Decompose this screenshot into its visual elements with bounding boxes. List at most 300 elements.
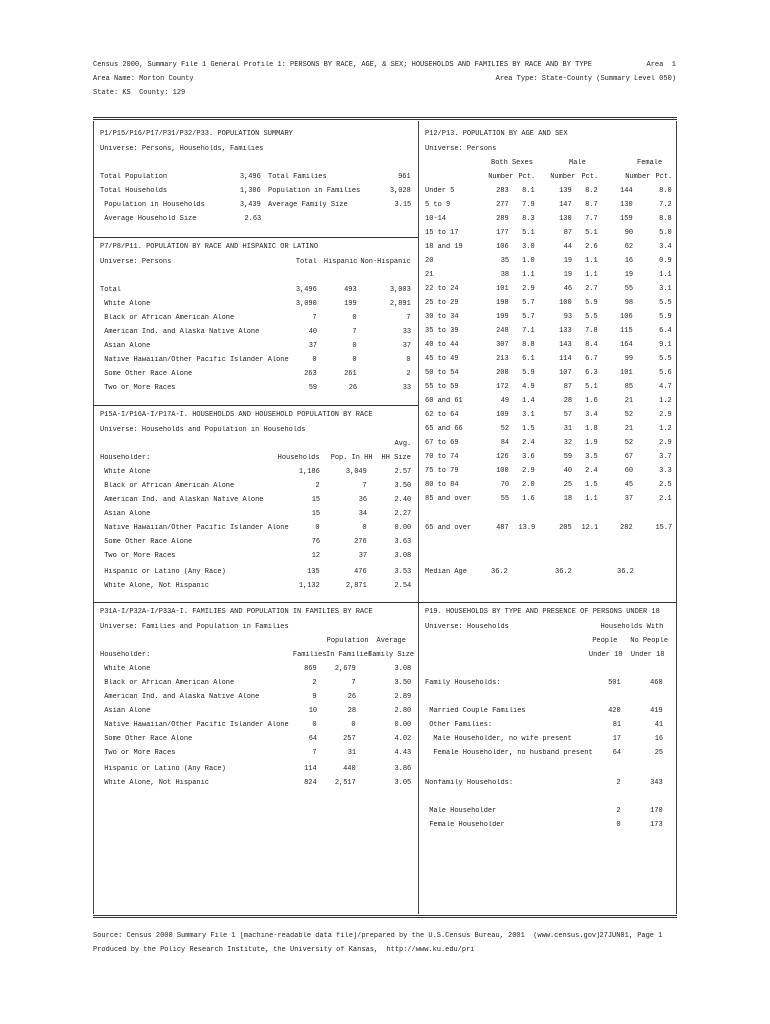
table-cell: 114	[304, 765, 317, 773]
table-cell: 6.7	[585, 355, 598, 363]
table-cell: 147	[559, 201, 572, 209]
table-row-label: 18 and 19	[425, 243, 463, 251]
column-header-non-hispanic: Non-Hispanic	[360, 258, 411, 266]
summary-label: Total Population	[100, 173, 168, 181]
section-title: P19. HOUSEHOLDS BY TYPE AND PRESENCE OF PERSONS UNDER 18	[425, 608, 660, 616]
table-cell: 199	[344, 300, 357, 308]
table-cell: 2.7	[585, 285, 598, 293]
table-row-label: White Alone	[100, 300, 151, 308]
table-row-label: Native Hawaiian/Other Pacific Islander Alone	[100, 356, 289, 364]
table-cell: 2,679	[335, 665, 356, 673]
table-row-label: 21	[425, 271, 434, 279]
table-cell: 3,090	[296, 300, 317, 308]
table-cell: 31	[347, 749, 356, 757]
table-cell: 21	[624, 425, 633, 433]
table-cell: 460	[650, 679, 663, 687]
table-cell: 64	[308, 735, 317, 743]
median-age-male: 36.2	[555, 568, 572, 576]
table-cell: 7.9	[522, 201, 535, 209]
table-cell: 8.1	[522, 187, 535, 195]
table-row-label: Male Householder, no wife present	[425, 735, 572, 743]
table-cell: 90	[624, 229, 633, 237]
table-cell: 1.0	[522, 257, 535, 265]
table-cell: 0	[351, 721, 356, 729]
table-cell: 2.80	[394, 707, 411, 715]
table-cell: 5.5	[585, 313, 598, 321]
table-cell: 139	[559, 187, 572, 195]
column-header-population: Population	[327, 637, 369, 645]
table-cell: 277	[496, 201, 509, 209]
table-row-label: American Ind. and Alaskan Native Alone	[100, 496, 264, 504]
table-row-label: Family Households:	[425, 679, 501, 687]
table-cell: 25	[563, 481, 572, 489]
table-cell: 45	[624, 481, 633, 489]
section-title: P31A-I/P32A-I/P33A-I. FAMILIES AND POPULATION IN FAMILIES BY RACE	[100, 608, 373, 616]
table-cell: 5.6	[659, 369, 672, 377]
table-row-label: Black or African American Alone	[100, 314, 235, 322]
table-row-label: Some Other Race Alone	[100, 538, 193, 546]
table-row-label: 50 to 54	[425, 369, 459, 377]
column-header-pop-in-hh: Pop. In HH	[331, 454, 373, 462]
table-cell: 3.3	[659, 467, 672, 475]
table-cell: 62	[624, 243, 633, 251]
table-cell: 81	[612, 721, 621, 729]
summary-label: Average Household Size	[100, 215, 197, 223]
column-header-people: People	[591, 637, 617, 645]
table-cell: 4.7	[659, 383, 672, 391]
table-cell: 0.00	[394, 721, 411, 729]
table-cell: 501	[608, 679, 621, 687]
table-cell: 99	[624, 355, 633, 363]
table-cell: 7.1	[522, 327, 535, 335]
table-cell: 3.08	[394, 665, 411, 673]
table-cell: 2,517	[335, 779, 356, 787]
table-cell: 1.4	[522, 397, 535, 405]
column-header-hispanic: Hispanic	[323, 258, 357, 266]
table-cell: 49	[500, 397, 509, 405]
table-row-label: Nonfamily Households:	[425, 779, 514, 787]
table-cell: 4.43	[394, 749, 411, 757]
table-cell: 26	[347, 693, 356, 701]
table-cell: 5.9	[522, 369, 535, 377]
table-cell: 85	[624, 383, 633, 391]
table-cell: 143	[559, 341, 572, 349]
table-cell: 34	[358, 510, 367, 518]
table-cell: 7.8	[585, 327, 598, 335]
table-cell: 144	[620, 187, 633, 195]
footer-produced-by: Produced by the Policy Research Institute, the University of Kansas, http://www.ku.edu/pri	[93, 946, 475, 954]
table-cell: 19	[563, 257, 572, 265]
table-row-label: Other Families:	[425, 721, 493, 729]
table-row-label: 75 to 79	[425, 467, 459, 475]
table-cell: 126	[496, 453, 509, 461]
table-row-label: 80 to 84	[425, 481, 459, 489]
column-group-male: Male	[569, 159, 586, 167]
table-row-label: American Ind. and Alaska Native Alone	[100, 693, 260, 701]
column-group-both-sexes: Both Sexes	[491, 159, 533, 167]
table-cell: 493	[344, 286, 357, 294]
table-cell: 0	[352, 356, 357, 364]
column-divider	[418, 121, 419, 914]
table-row-label: Under 5	[425, 187, 455, 195]
table-row-label: Asian Alone	[100, 510, 151, 518]
table-cell: 9	[312, 693, 317, 701]
table-row-label: Female Householder, no husband present	[425, 749, 593, 757]
table-cell: 1.2	[659, 397, 672, 405]
table-cell: 12	[311, 552, 320, 560]
table-cell: 7	[312, 749, 317, 757]
table-row-label: 20	[425, 257, 434, 265]
table-cell: 177	[496, 229, 509, 237]
column-header-hh-size: HH Size	[381, 454, 411, 462]
table-cell: 3.86	[394, 765, 411, 773]
table-cell: 2.9	[522, 285, 535, 293]
column-header-number: Number	[549, 173, 575, 181]
table-cell: 28	[563, 397, 572, 405]
table-row-label: 22 to 24	[425, 285, 459, 293]
table-cell: 8.8	[522, 341, 535, 349]
right-border	[676, 121, 677, 914]
table-cell: 0	[312, 721, 317, 729]
table-cell: 4.02	[394, 735, 411, 743]
table-cell: 0	[616, 821, 621, 829]
table-cell: 15	[311, 496, 320, 504]
table-cell: 114	[559, 355, 572, 363]
section-title: P15A-I/P16A-I/P17A-I. HOUSEHOLDS AND HOUSEHOLD POPULATION BY RACE	[100, 411, 373, 419]
table-cell: 84	[500, 439, 509, 447]
table-cell: 8.4	[585, 341, 598, 349]
table-cell: 0	[362, 524, 367, 532]
table-cell: 19	[563, 271, 572, 279]
table-cell: 3.05	[394, 779, 411, 787]
table-cell: 7	[312, 314, 317, 322]
table-cell: 6.1	[522, 355, 535, 363]
table-cell: 1.6	[585, 397, 598, 405]
column-header-family-size: Family Size	[367, 651, 414, 659]
column-header-in-families: In Families	[325, 651, 372, 659]
table-cell: 130	[559, 215, 572, 223]
table-cell: 40	[563, 467, 572, 475]
area-name: Area Name: Morton County	[93, 75, 194, 83]
table-row-label: 5 to 9	[425, 201, 451, 209]
table-cell: 2	[315, 482, 320, 490]
table-cell: 2.40	[394, 496, 411, 504]
table-row-label: Native Hawaiian/Other Pacific Islander Alone	[100, 721, 289, 729]
table-row-label: 10-14	[425, 215, 446, 223]
table-cell: 37	[358, 552, 367, 560]
table-cell: 8.2	[585, 187, 598, 195]
table-row-label: Male Householder	[425, 807, 497, 815]
summary-label: Total Households	[100, 187, 168, 195]
table-cell: 52	[500, 425, 509, 433]
column-header-number: Number	[487, 173, 513, 181]
table-row-label: 30 to 34	[425, 313, 459, 321]
table-cell: 55	[500, 495, 509, 503]
table-cell: 2.1	[659, 495, 672, 503]
table-cell: 2.9	[659, 411, 672, 419]
table-cell: 98	[624, 299, 633, 307]
table-cell: 7.7	[585, 215, 598, 223]
table-cell: 21	[624, 397, 633, 405]
table-cell: 440	[343, 765, 356, 773]
table-cell: 10	[308, 707, 317, 715]
table-row-label: Total	[100, 286, 121, 294]
table-cell: 59	[308, 384, 317, 392]
table-row-label: 55 to 59	[425, 383, 459, 391]
table-row-label: White Alone	[100, 665, 151, 673]
table-cell: 476	[354, 568, 367, 576]
summary-value: 3,439	[240, 201, 261, 209]
table-cell: 93	[563, 313, 572, 321]
table-row-label: 70 to 74	[425, 453, 459, 461]
table-cell: 420	[608, 707, 621, 715]
table-cell: 2.9	[659, 439, 672, 447]
table-cell: 59	[563, 453, 572, 461]
table-cell: 248	[496, 327, 509, 335]
table-cell: 172	[496, 383, 509, 391]
summary-value: 1,306	[240, 187, 261, 195]
table-cell: 106	[496, 243, 509, 251]
table-cell: 57	[563, 411, 572, 419]
left-border	[93, 121, 94, 914]
state-county: State: KS County: 129	[93, 89, 186, 97]
table-cell: 0	[315, 524, 320, 532]
table-row-label: Black or African American Alone	[100, 679, 235, 687]
table-cell: 33	[402, 328, 411, 336]
table-cell: 2.4	[585, 467, 598, 475]
table-cell: 2,871	[346, 582, 367, 590]
table-cell: 41	[654, 721, 663, 729]
table-cell: 419	[650, 707, 663, 715]
table-cell: 70	[500, 481, 509, 489]
table-cell: 198	[496, 299, 509, 307]
table-cell: 1.5	[522, 425, 535, 433]
table-cell: 282	[620, 524, 633, 532]
table-cell: 1.6	[522, 495, 535, 503]
table-row-label: White Alone	[100, 468, 151, 476]
table-row-label: Some Other Race Alone	[100, 370, 193, 378]
table-cell: 4.9	[522, 383, 535, 391]
table-cell: 0	[406, 356, 411, 364]
table-cell: 100	[559, 299, 572, 307]
table-row-label: Householder:	[100, 454, 151, 462]
table-row-label: Married Couple Families	[425, 707, 526, 715]
table-cell: 3.1	[659, 285, 672, 293]
table-cell: 40	[308, 328, 317, 336]
table-cell: 159	[620, 215, 633, 223]
table-cell: 2.57	[394, 468, 411, 476]
column-header-number: Number	[624, 173, 650, 181]
summary-value: 2.63	[244, 215, 261, 223]
table-cell: 2.27	[394, 510, 411, 518]
table-cell: 6.4	[659, 327, 672, 335]
table-cell: 208	[496, 369, 509, 377]
summary-value: 3.15	[394, 201, 411, 209]
table-cell: 5.1	[522, 229, 535, 237]
table-cell: 2.0	[522, 481, 535, 489]
section-universe: Universe: Families and Population in Families	[100, 623, 289, 631]
table-cell: 87	[563, 383, 572, 391]
table-cell: 307	[496, 341, 509, 349]
table-cell: 8.8	[659, 215, 672, 223]
table-cell: 5.0	[659, 229, 672, 237]
column-header-households-with: Households With	[600, 623, 663, 631]
table-cell: 3.63	[394, 538, 411, 546]
table-cell: 55	[624, 285, 633, 293]
section-title: P12/P13. POPULATION BY AGE AND SEX	[425, 130, 568, 138]
table-cell: 2.6	[585, 243, 598, 251]
table-cell: 6.3	[585, 369, 598, 377]
section-universe: Universe: Households	[425, 623, 509, 631]
table-cell: 87	[563, 229, 572, 237]
table-cell: 5.5	[659, 355, 672, 363]
table-cell: 9.1	[659, 341, 672, 349]
table-cell: 0	[352, 342, 357, 350]
table-cell: 5.5	[659, 299, 672, 307]
table-row-label: Asian Alone	[100, 707, 151, 715]
table-cell: 205	[559, 524, 572, 532]
table-cell: 0	[312, 356, 317, 364]
table-cell: 3.6	[522, 453, 535, 461]
column-header-total: Total	[296, 258, 317, 266]
column-header-pct: Pct.	[655, 173, 672, 181]
column-header-under-18: Under 18	[588, 651, 622, 659]
table-row-label: 67 to 69	[425, 439, 459, 447]
table-cell: 31	[563, 425, 572, 433]
median-age-both: 36.2	[491, 568, 508, 576]
table-cell: 2.4	[522, 439, 535, 447]
median-age-label: Median Age	[425, 568, 467, 576]
table-cell: 1.1	[585, 271, 598, 279]
table-cell: 5.7	[522, 313, 535, 321]
column-header-avg: Avg.	[394, 440, 411, 448]
summary-label: Population in Families	[268, 187, 361, 195]
table-cell: 0.9	[659, 257, 672, 265]
table-cell: 7	[351, 679, 356, 687]
table-cell: 213	[496, 355, 509, 363]
table-cell: 5.7	[522, 299, 535, 307]
column-header-pct: Pct.	[581, 173, 598, 181]
table-row-label: 65 and 66	[425, 425, 463, 433]
table-row-label: 25 to 29	[425, 299, 459, 307]
section-divider	[418, 602, 676, 603]
area-type: Area Type: State-County (Summary Level 050)	[495, 75, 676, 83]
table-cell: 3.4	[585, 411, 598, 419]
table-cell: 1.1	[585, 495, 598, 503]
table-cell: 170	[650, 807, 663, 815]
table-cell: 3.7	[659, 453, 672, 461]
section-universe: Universe: Persons, Households, Families	[100, 145, 264, 153]
top-border	[93, 117, 677, 120]
table-cell: 44	[563, 243, 572, 251]
table-row-label: 45 to 49	[425, 355, 459, 363]
summary-label: Average Family Size	[268, 201, 348, 209]
table-cell: 7	[406, 314, 411, 322]
table-cell: 17	[612, 735, 621, 743]
table-cell: 130	[620, 201, 633, 209]
table-cell: 109	[496, 411, 509, 419]
table-cell: 2.54	[394, 582, 411, 590]
table-row-label: American Ind. and Alaska Native Alone	[100, 328, 260, 336]
table-cell: 25	[654, 749, 663, 757]
section-universe: Universe: Persons	[425, 145, 497, 153]
table-cell: 3.53	[394, 568, 411, 576]
footer-source: Source: Census 2000 Summary File 1 [machine-readable data file]/prepared by the U.S.Census Bureau, 2001 (www.census.gov)	[93, 932, 601, 940]
table-cell: 101	[496, 285, 509, 293]
table-row-label: Female Householder	[425, 821, 505, 829]
table-cell: 18	[563, 495, 572, 503]
table-cell: 8.3	[522, 215, 535, 223]
table-cell: 2.5	[659, 481, 672, 489]
column-header-no-people: No People	[630, 637, 668, 645]
table-cell: 60	[624, 467, 633, 475]
table-cell: 869	[304, 665, 317, 673]
table-row-label: Two or More Races	[100, 552, 176, 560]
table-row-label: Black or African American Alone	[100, 482, 235, 490]
table-cell: 5.9	[585, 299, 598, 307]
table-cell: 7.2	[659, 201, 672, 209]
table-cell: 28	[347, 707, 356, 715]
table-row-label: Hispanic or Latino (Any Race)	[100, 568, 226, 576]
table-row-label: Two or More Races	[100, 749, 176, 757]
table-cell: 824	[304, 779, 317, 787]
column-header-households: Households	[278, 454, 320, 462]
table-cell: 33	[402, 384, 411, 392]
table-cell: 3,049	[346, 468, 367, 476]
table-cell: 3.5	[585, 453, 598, 461]
table-cell: 263	[304, 370, 317, 378]
table-cell: 0.00	[394, 524, 411, 532]
table-cell: 19	[624, 271, 633, 279]
column-header-under-18: Under 18	[630, 651, 664, 659]
section-title: P1/P15/P16/P17/P31/P32/P33. POPULATION SUMMARY	[100, 130, 293, 138]
summary-value: 3,028	[390, 187, 411, 195]
table-cell: 2	[616, 779, 621, 787]
table-cell: 1.2	[659, 425, 672, 433]
table-cell: 1.1	[522, 271, 535, 279]
table-cell: 283	[496, 187, 509, 195]
table-cell: 37	[402, 342, 411, 350]
footer-date-page: 27JUN01, Page 1	[599, 932, 662, 940]
table-row-label: 35 to 39	[425, 327, 459, 335]
table-row-label: Two or More Races	[100, 384, 176, 392]
table-row-label: White Alone, Not Hispanic	[100, 582, 210, 590]
table-cell: 173	[650, 821, 663, 829]
table-cell: 107	[559, 369, 572, 377]
table-cell: 100	[496, 467, 509, 475]
median-age-female: 36.2	[617, 568, 634, 576]
table-cell: 106	[620, 313, 633, 321]
table-cell: 3.50	[394, 482, 411, 490]
table-cell: 101	[620, 369, 633, 377]
table-cell: 3,003	[390, 286, 411, 294]
section-divider	[93, 237, 418, 238]
table-cell: 2	[312, 679, 317, 687]
table-cell: 37	[624, 495, 633, 503]
table-cell: 76	[311, 538, 320, 546]
table-cell: 7	[362, 482, 367, 490]
table-cell: 115	[620, 327, 633, 335]
table-cell: 15.7	[655, 524, 672, 532]
column-header-families: Families	[292, 651, 326, 659]
table-cell: 1,132	[299, 582, 320, 590]
table-cell: 32	[563, 439, 572, 447]
table-row-label: 85 and over	[425, 495, 472, 503]
table-cell: 5.1	[585, 383, 598, 391]
table-cell: 3.1	[522, 411, 535, 419]
table-cell: 289	[496, 215, 509, 223]
table-cell: 2	[616, 807, 621, 815]
